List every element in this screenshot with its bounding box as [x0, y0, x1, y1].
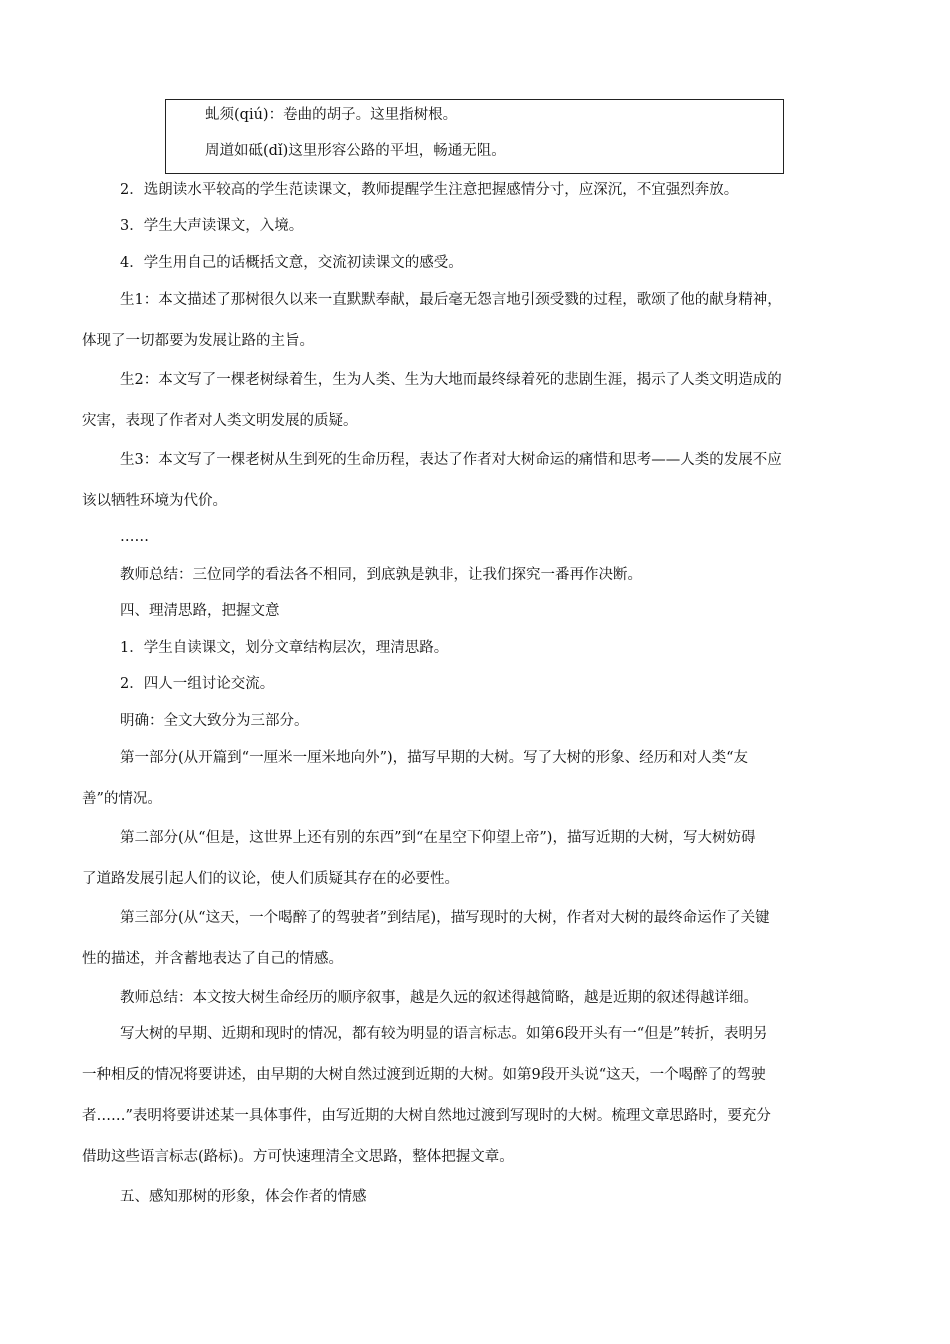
paragraph-line: 写大树的早期、近期和现时的情况，都有较为明显的语言标志。如第6段开头有一“但是”转折，表明另	[120, 1026, 768, 1042]
paragraph-line: 善”的情况。	[82, 791, 162, 807]
paragraph-text: 2．四人一组讨论交流。	[120, 676, 275, 692]
glossary-box	[165, 99, 784, 174]
paragraph-line: 第一部分(从开篇到“一厘米一厘米地向外”)，描写早期的大树。写了大树的形象、经历和对人类“友	[120, 750, 749, 766]
paragraph-text: 1．学生自读课文，划分文章结构层次，理清思路。	[120, 640, 449, 656]
heading-text: 四、理清思路，把握文意	[120, 603, 280, 619]
paragraph-line: 体现了一切都要为发展让路的主旨。	[82, 333, 314, 349]
paragraph-line: 生1：本文描述了那树很久以来一直默默奉献，最后毫无怨言地引颈受戮的过程，歌颂了他的献身精神，	[120, 292, 782, 308]
paragraph-text: 4．学生用自己的话概括文意，交流初读课文的感受。	[120, 255, 463, 271]
paragraph-text: 教师总结：三位同学的看法各不相同，到底孰是孰非，让我们探究一番再作决断。	[120, 567, 642, 583]
paragraph-line: 灾害，表现了作者对人类文明发展的质疑。	[82, 413, 358, 429]
paragraph-line: 者……”表明将要讲述某一具体事件，由写近期的大树自然地过渡到写现时的大树。梳理文章思路时，要充分	[82, 1108, 771, 1124]
paragraph-line: 该以牺牲环境为代价。	[82, 493, 227, 509]
paragraph-line: 一种相反的情况将要讲述，由早期的大树自然过渡到近期的大树。如第9段开头说“这天，一个喝醉了的驾驶	[82, 1067, 766, 1083]
paragraph-line: 第二部分(从“但是，这世界上还有别的东西”到“在星空下仰望上帝”)，描写近期的大树，写大树妨碍	[120, 830, 756, 846]
paragraph-text: 3．学生大声读课文，入境。	[120, 218, 304, 234]
paragraph-line: 第三部分(从“这天，一个喝醉了的驾驶者”到结尾)，描写现时的大树，作者对大树的最终命运作了关键	[120, 910, 770, 926]
paragraph-line: 了道路发展引起人们的议论，使人们质疑其存在的必要性。	[82, 871, 459, 887]
glossary-line-qiuxu: 虬须(qiú)：卷曲的胡子。这里指树根。	[205, 107, 458, 123]
paragraph-text: 教师总结：本文按大树生命经历的顺序叙事，越是久远的叙述得越简略，越是近期的叙述得越详细。	[120, 990, 758, 1006]
paragraph-line: 生3：本文写了一棵老树从生到死的生命历程，表达了作者对大树命运的痛惜和思考——人类的发展不应	[120, 452, 782, 468]
paragraph-line: 借助这些语言标志(路标)。方可快速理清全文思路，整体把握文章。	[82, 1149, 514, 1165]
heading-text: 五、感知那树的形象，体会作者的情感	[120, 1189, 367, 1205]
glossary-line-zhoudao: 周道如砥(dǐ)这里形容公路的平坦，畅通无阻。	[205, 143, 506, 159]
paragraph-text: 2．选朗读水平较高的学生范读课文，教师提醒学生注意把握感情分寸，应深沉，不宜强烈奔放。	[120, 182, 739, 198]
paragraph-line: 生2：本文写了一棵老树绿着生，生为人类、生为大地而最终绿着死的悲剧生涯，揭示了人类文明造成的	[120, 372, 782, 388]
paragraph-text: 明确：全文大致分为三部分。	[120, 713, 309, 729]
paragraph-line: 性的描述，并含蓄地表达了自己的情感。	[82, 951, 343, 967]
paragraph-text: ……	[120, 529, 149, 545]
